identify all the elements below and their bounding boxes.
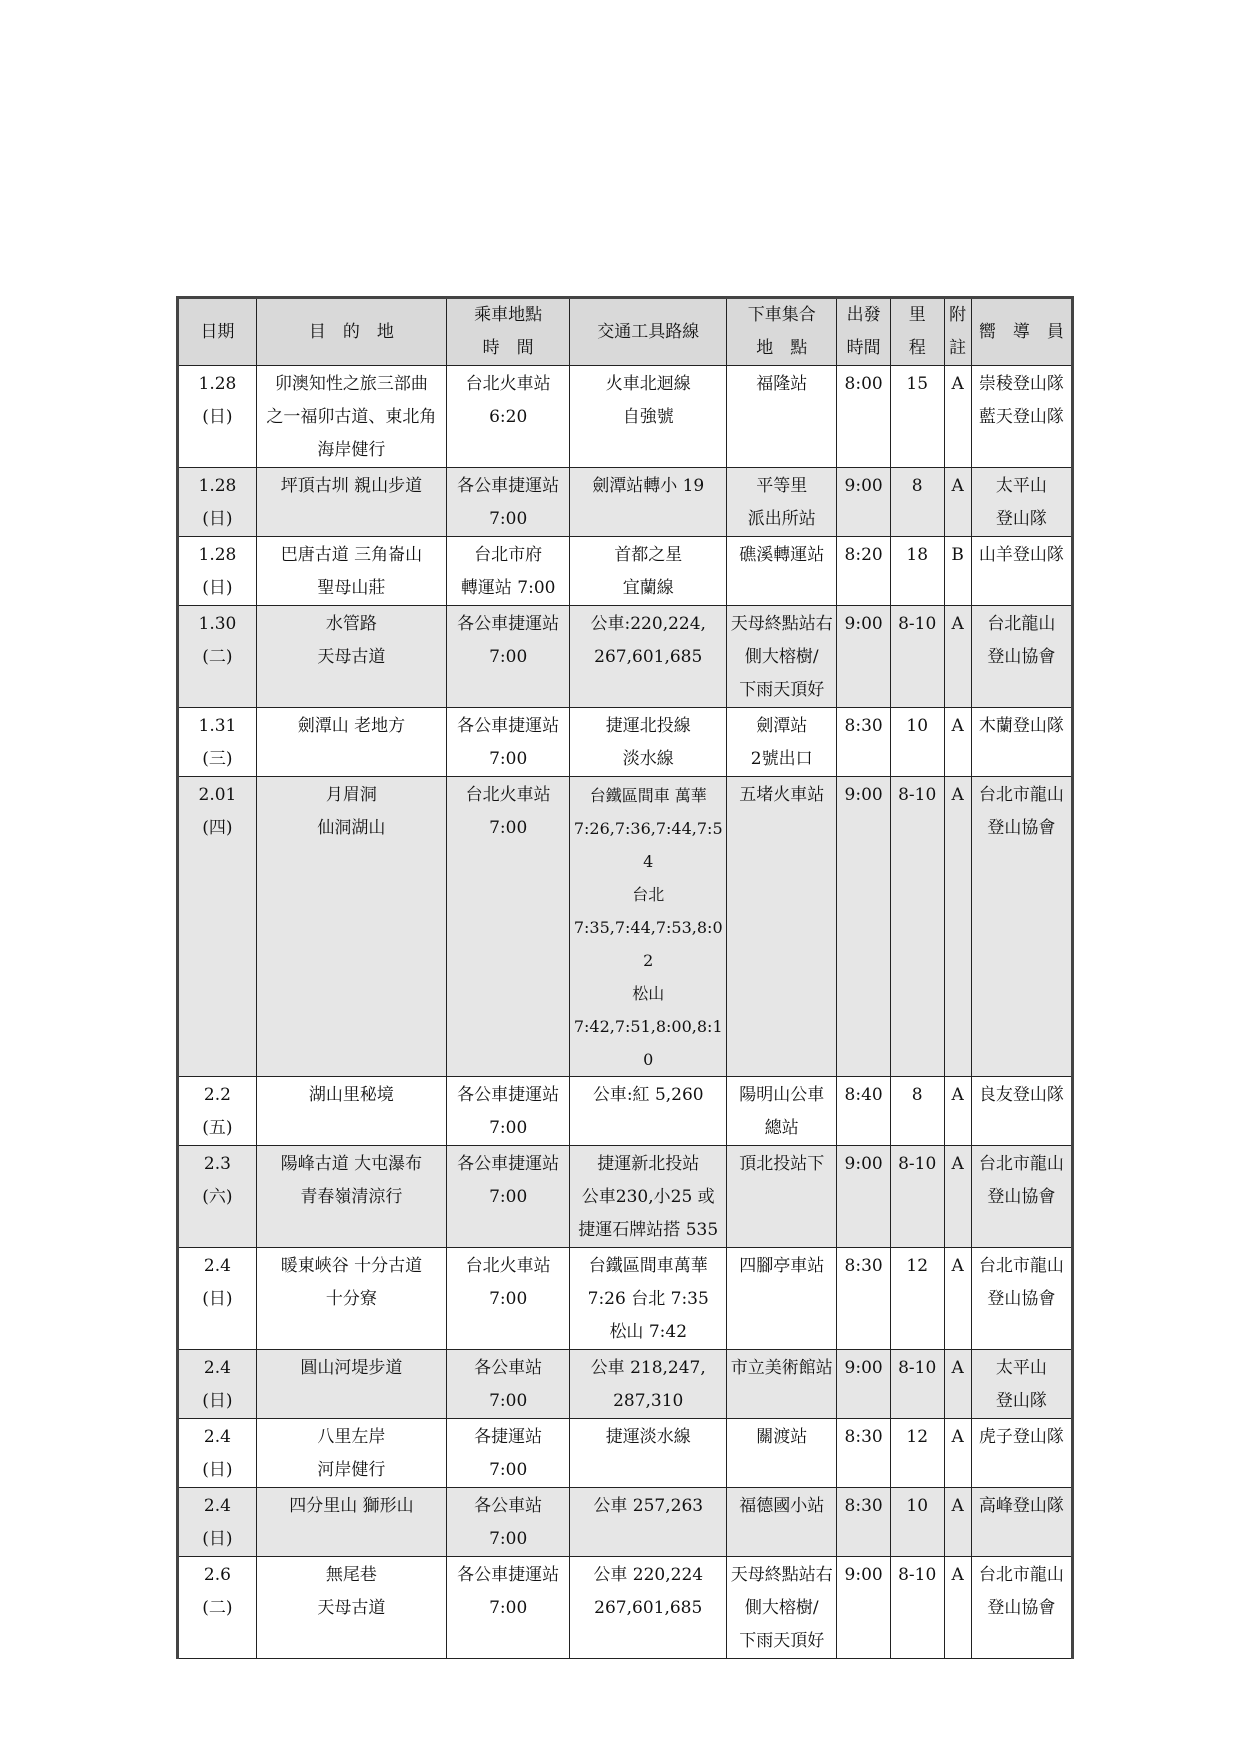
cell-boarding: 各公車站 7:00 — [446, 1350, 569, 1419]
cell-route: 劍潭站轉小 19 — [570, 468, 727, 537]
cell-departure: 8:30 — [837, 1248, 891, 1350]
cell-route: 公車 218,247, 287,310 — [570, 1350, 727, 1419]
cell-guide: 台北市龍山 登山協會 — [971, 777, 1072, 1077]
header-date: 日期 — [178, 298, 257, 366]
cell-date: 1.28 (日) — [178, 537, 257, 606]
cell-destination: 暖東峽谷 十分古道 十分寮 — [256, 1248, 446, 1350]
cell-destination: 無尾巷 天母古道 — [256, 1557, 446, 1659]
cell-route: 台鐵區間車萬華 7:26 台北 7:35 松山 7:42 — [570, 1248, 727, 1350]
cell-distance: 15 — [890, 366, 944, 468]
cell-date: 2.6 (二) — [178, 1557, 257, 1659]
cell-departure: 9:00 — [837, 777, 891, 1077]
table-row — [178, 1557, 1073, 1659]
cell-route: 捷運新北投站 公車230,小25 或 捷運石牌站搭 535 — [570, 1146, 727, 1248]
cell-distance: 8 — [890, 1077, 944, 1146]
cell-distance: 8-10 — [890, 1146, 944, 1248]
cell-date: 1.30 (二) — [178, 606, 257, 708]
cell-boarding: 各捷運站 7:00 — [446, 1419, 569, 1488]
table-row — [178, 1146, 1073, 1248]
cell-alight: 關渡站 — [727, 1419, 837, 1488]
cell-alight: 五堵火車站 — [727, 777, 837, 1077]
cell-note: A — [944, 1146, 971, 1248]
header-departure: 出發 時間 — [837, 298, 891, 366]
cell-boarding: 各公車捷運站 7:00 — [446, 1557, 569, 1659]
cell-boarding: 各公車捷運站 7:00 — [446, 708, 569, 777]
cell-date: 2.4 (日) — [178, 1419, 257, 1488]
cell-guide: 台北市龍山 登山協會 — [971, 1557, 1072, 1659]
table-row — [178, 1248, 1073, 1350]
cell-guide: 台北市龍山 登山協會 — [971, 1248, 1072, 1350]
cell-guide: 良友登山隊 — [971, 1077, 1072, 1146]
table-row — [178, 537, 1073, 606]
cell-boarding: 各公車捷運站 7:00 — [446, 606, 569, 708]
cell-alight: 福隆站 — [727, 366, 837, 468]
cell-alight: 陽明山公車 總站 — [727, 1077, 837, 1146]
schedule-table — [176, 296, 1074, 1659]
cell-guide: 山羊登山隊 — [971, 537, 1072, 606]
cell-guide: 虎子登山隊 — [971, 1419, 1072, 1488]
cell-note: B — [944, 537, 971, 606]
table-row — [178, 1488, 1073, 1557]
table-header-row — [178, 298, 1073, 366]
cell-note: A — [944, 1557, 971, 1659]
cell-route: 捷運北投線 淡水線 — [570, 708, 727, 777]
cell-note: A — [944, 777, 971, 1077]
cell-route: 公車:紅 5,260 — [570, 1077, 727, 1146]
table-row — [178, 777, 1073, 1077]
cell-alight: 福德國小站 — [727, 1488, 837, 1557]
cell-note: A — [944, 1350, 971, 1419]
cell-date: 1.28 (日) — [178, 366, 257, 468]
cell-date: 2.4 (日) — [178, 1350, 257, 1419]
cell-guide: 崇稜登山隊 藍天登山隊 — [971, 366, 1072, 468]
cell-date: 2.2 (五) — [178, 1077, 257, 1146]
cell-alight: 天母終點站右 側大榕樹/ 下雨天頂好 — [727, 1557, 837, 1659]
cell-note: A — [944, 1077, 971, 1146]
cell-destination: 巴唐古道 三角崙山 聖母山莊 — [256, 537, 446, 606]
cell-boarding: 台北火車站 7:00 — [446, 777, 569, 1077]
cell-distance: 10 — [890, 1488, 944, 1557]
cell-boarding: 台北市府 轉運站 7:00 — [446, 537, 569, 606]
cell-note: A — [944, 366, 971, 468]
cell-date: 2.4 (日) — [178, 1488, 257, 1557]
cell-alight: 礁溪轉運站 — [727, 537, 837, 606]
cell-departure: 8:30 — [837, 1419, 891, 1488]
cell-alight: 平等里 派出所站 — [727, 468, 837, 537]
cell-departure: 8:00 — [837, 366, 891, 468]
header-boarding: 乘車地點 時 間 — [446, 298, 569, 366]
cell-route: 公車:220,224, 267,601,685 — [570, 606, 727, 708]
cell-alight: 四腳亭車站 — [727, 1248, 837, 1350]
cell-note: A — [944, 606, 971, 708]
cell-guide: 木蘭登山隊 — [971, 708, 1072, 777]
table-row — [178, 1077, 1073, 1146]
cell-distance: 12 — [890, 1248, 944, 1350]
cell-departure: 8:30 — [837, 708, 891, 777]
cell-date: 1.31 (三) — [178, 708, 257, 777]
cell-destination: 坪頂古圳 親山步道 — [256, 468, 446, 537]
header-destination: 目 的 地 — [256, 298, 446, 366]
cell-distance: 8 — [890, 468, 944, 537]
cell-destination: 卯澳知性之旅三部曲 之一福卯古道、東北角 海岸健行 — [256, 366, 446, 468]
cell-departure: 9:00 — [837, 1350, 891, 1419]
cell-destination: 湖山里秘境 — [256, 1077, 446, 1146]
cell-distance: 8-10 — [890, 777, 944, 1077]
cell-departure: 8:30 — [837, 1488, 891, 1557]
cell-route: 台鐵區間車 萬華 7:26,7:36,7:44,7:54 台北 7:35,7:44,7:53,8:02 松山 7:42,7:51,8:00,8:10 — [570, 777, 727, 1077]
cell-guide: 太平山 登山隊 — [971, 1350, 1072, 1419]
cell-route: 公車 257,263 — [570, 1488, 727, 1557]
cell-note: A — [944, 1419, 971, 1488]
cell-distance: 12 — [890, 1419, 944, 1488]
table-row — [178, 1350, 1073, 1419]
cell-date: 2.4 (日) — [178, 1248, 257, 1350]
cell-note: A — [944, 1248, 971, 1350]
header-guide: 嚮 導 員 — [971, 298, 1072, 366]
cell-route: 火車北迴線 自強號 — [570, 366, 727, 468]
cell-guide: 台北龍山 登山協會 — [971, 606, 1072, 708]
cell-departure: 9:00 — [837, 468, 891, 537]
cell-boarding: 各公車捷運站 7:00 — [446, 468, 569, 537]
cell-route: 捷運淡水線 — [570, 1419, 727, 1488]
cell-guide: 台北市龍山 登山協會 — [971, 1146, 1072, 1248]
cell-destination: 水管路 天母古道 — [256, 606, 446, 708]
cell-destination: 圓山河堤步道 — [256, 1350, 446, 1419]
cell-distance: 8-10 — [890, 1350, 944, 1419]
table-row — [178, 468, 1073, 537]
cell-alight: 頂北投站下 — [727, 1146, 837, 1248]
table-row — [178, 606, 1073, 708]
cell-note: A — [944, 1488, 971, 1557]
cell-destination: 陽峰古道 大屯瀑布 青春嶺清涼行 — [256, 1146, 446, 1248]
header-alight: 下車集合 地 點 — [727, 298, 837, 366]
cell-guide: 高峰登山隊 — [971, 1488, 1072, 1557]
cell-distance: 8-10 — [890, 1557, 944, 1659]
cell-guide: 太平山 登山隊 — [971, 468, 1072, 537]
cell-destination: 四分里山 獅形山 — [256, 1488, 446, 1557]
cell-distance: 8-10 — [890, 606, 944, 708]
cell-distance: 10 — [890, 708, 944, 777]
header-note: 附 註 — [944, 298, 971, 366]
cell-boarding: 台北火車站 7:00 — [446, 1248, 569, 1350]
cell-note: A — [944, 708, 971, 777]
cell-date: 2.3 (六) — [178, 1146, 257, 1248]
cell-destination: 劍潭山 老地方 — [256, 708, 446, 777]
table-row — [178, 708, 1073, 777]
cell-departure: 9:00 — [837, 1557, 891, 1659]
cell-boarding: 各公車站 7:00 — [446, 1488, 569, 1557]
cell-alight: 天母終點站右 側大榕樹/ 下雨天頂好 — [727, 606, 837, 708]
cell-destination: 月眉洞 仙洞湖山 — [256, 777, 446, 1077]
cell-distance: 18 — [890, 537, 944, 606]
cell-route: 公車 220,224 267,601,685 — [570, 1557, 727, 1659]
cell-date: 2.01 (四) — [178, 777, 257, 1077]
cell-alight: 市立美術館站 — [727, 1350, 837, 1419]
cell-departure: 8:20 — [837, 537, 891, 606]
cell-boarding: 台北火車站 6:20 — [446, 366, 569, 468]
cell-route: 首都之星 宜蘭線 — [570, 537, 727, 606]
cell-date: 1.28 (日) — [178, 468, 257, 537]
cell-boarding: 各公車捷運站 7:00 — [446, 1146, 569, 1248]
cell-boarding: 各公車捷運站 7:00 — [446, 1077, 569, 1146]
header-route: 交通工具路線 — [570, 298, 727, 366]
cell-alight: 劍潭站 2號出口 — [727, 708, 837, 777]
cell-departure: 9:00 — [837, 606, 891, 708]
header-distance: 里 程 — [890, 298, 944, 366]
cell-destination: 八里左岸 河岸健行 — [256, 1419, 446, 1488]
cell-departure: 8:40 — [837, 1077, 891, 1146]
cell-note: A — [944, 468, 971, 537]
cell-departure: 9:00 — [837, 1146, 891, 1248]
table-row — [178, 366, 1073, 468]
table-row — [178, 1419, 1073, 1488]
